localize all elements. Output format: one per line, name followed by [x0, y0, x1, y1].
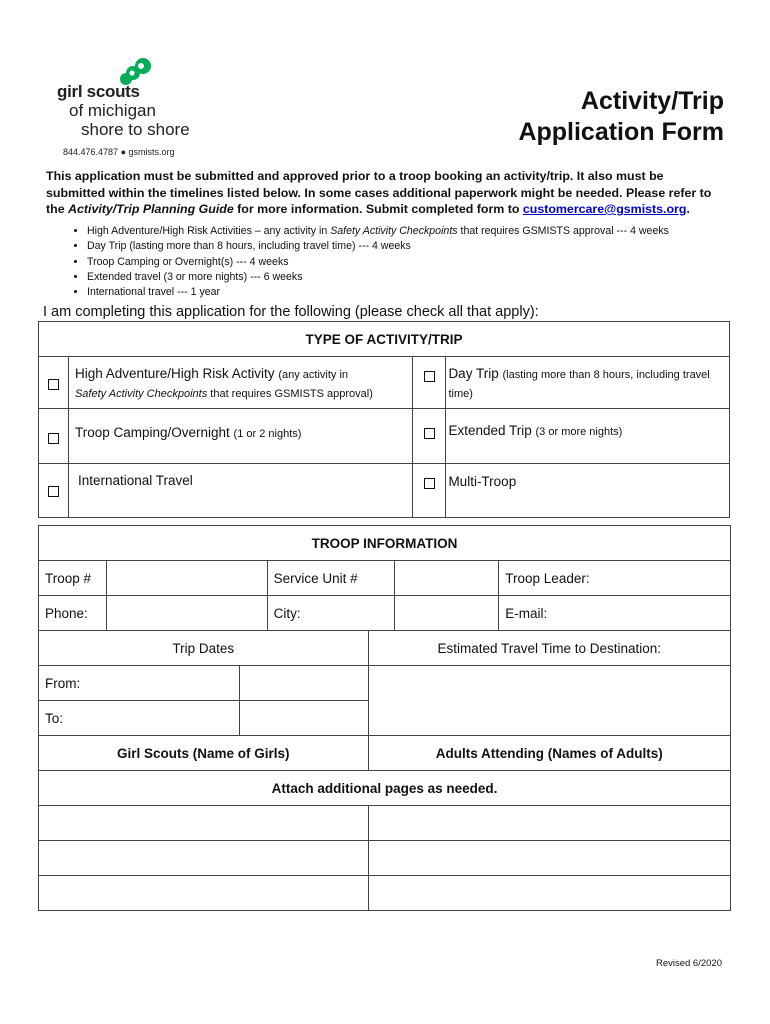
adults-name-field[interactable]	[368, 876, 730, 911]
bullet-dot-icon: ●	[120, 147, 129, 157]
logo-line-2: of michigan	[69, 101, 156, 120]
troop-information-table	[38, 525, 731, 911]
city-label: City:	[267, 596, 395, 631]
revision-date: Revised 6/2020	[655, 958, 722, 969]
extended-option: Extended Trip (3 or more nights)	[446, 409, 730, 464]
camping-checkbox[interactable]	[39, 409, 69, 464]
multi-troop-checkbox[interactable]	[413, 464, 446, 518]
list-item: • Extended travel (3 or more nights) --- 6 weeks	[87, 270, 669, 285]
city-field[interactable]	[395, 596, 499, 631]
day-trip-checkbox[interactable]	[413, 357, 446, 409]
international-option: International Travel	[68, 464, 413, 518]
girls-header: Girl Scouts (Name of Girls)	[39, 736, 369, 771]
international-checkbox[interactable]	[39, 464, 69, 518]
multi-troop-option: Multi-Troop	[446, 464, 730, 518]
activity-table-header: TYPE OF ACTIVITY/TRIP	[39, 322, 730, 357]
timeline-list	[69, 224, 669, 300]
travel-time-label: Estimated Travel Time to Destination:	[368, 631, 730, 666]
troop-number-field[interactable]	[106, 561, 267, 596]
website: gsmists.org	[128, 147, 175, 157]
phone-field[interactable]	[106, 596, 267, 631]
girls-name-field[interactable]	[39, 876, 369, 911]
day-trip-option: Day Trip (lasting more than 8 hours, including travel time)	[446, 357, 730, 409]
from-label: From:	[39, 666, 240, 701]
troop-table-header: TROOP INFORMATION	[39, 526, 731, 561]
title-line-1: Activity/Trip	[580, 87, 724, 115]
from-date-field[interactable]	[239, 666, 368, 701]
girls-name-field[interactable]	[39, 841, 369, 876]
service-unit-field[interactable]	[395, 561, 499, 596]
contact-line	[63, 147, 175, 157]
trip-dates-label: Trip Dates	[39, 631, 369, 666]
list-item: • High Adventure/High Risk Activities – any activity in Safety Activity Checkpoints that requires GSMISTS approval --- 4 weeks	[87, 224, 669, 239]
check-instructions: I am completing this application for the following (please check all that apply):	[43, 304, 539, 320]
page-title	[518, 86, 724, 148]
list-item: • Troop Camping or Overnight(s) --- 4 weeks	[87, 255, 669, 270]
logo-line-3: shore to shore	[81, 120, 190, 139]
list-item: • International travel --- 1 year	[87, 285, 669, 300]
activity-type-table	[38, 321, 730, 518]
troop-number-label: Troop #	[39, 561, 107, 596]
girls-name-field[interactable]	[39, 806, 369, 841]
phone-number: 844.476.4787	[63, 147, 119, 157]
title-line-2: Application Form	[518, 118, 724, 146]
logo-wordmark	[57, 82, 190, 139]
service-unit-label: Service Unit #	[267, 561, 395, 596]
adults-header: Adults Attending (Names of Adults)	[368, 736, 730, 771]
adults-name-field[interactable]	[368, 806, 730, 841]
to-label: To:	[39, 701, 240, 736]
adults-name-field[interactable]	[368, 841, 730, 876]
email-field[interactable]: E-mail:	[499, 596, 731, 631]
high-adventure-option: High Adventure/High Risk Activity (any activity in Safety Activity Checkpoints that requires GSMISTS approval)	[68, 357, 413, 409]
high-adventure-checkbox[interactable]	[39, 357, 69, 409]
list-item: • Day Trip (lasting more than 8 hours, including travel time) --- 4 weeks	[87, 239, 669, 254]
email-link[interactable]: customercare@gsmists.org	[522, 202, 687, 216]
phone-label: Phone:	[39, 596, 107, 631]
to-date-field[interactable]	[239, 701, 368, 736]
troop-leader-field[interactable]: Troop Leader:	[499, 561, 731, 596]
attach-note: Attach additional pages as needed.	[39, 771, 731, 806]
camping-option: Troop Camping/Overnight (1 or 2 nights)	[68, 409, 413, 464]
travel-time-field[interactable]	[368, 666, 730, 736]
planning-guide-reference: Activity/Trip Planning Guide	[68, 202, 234, 216]
intro-paragraph: This application must be submitted and approved prior to a troop booking an activity/trip. It also must be submitted within the timelines listed below. In some cases additional paperwork might be needed. Please refer to the Activity/Trip Planning Guide for more information. Submit completed form to customercare@gsmists.org.	[46, 169, 712, 216]
extended-checkbox[interactable]	[413, 409, 446, 464]
logo-line-1: girl scouts	[57, 82, 140, 101]
